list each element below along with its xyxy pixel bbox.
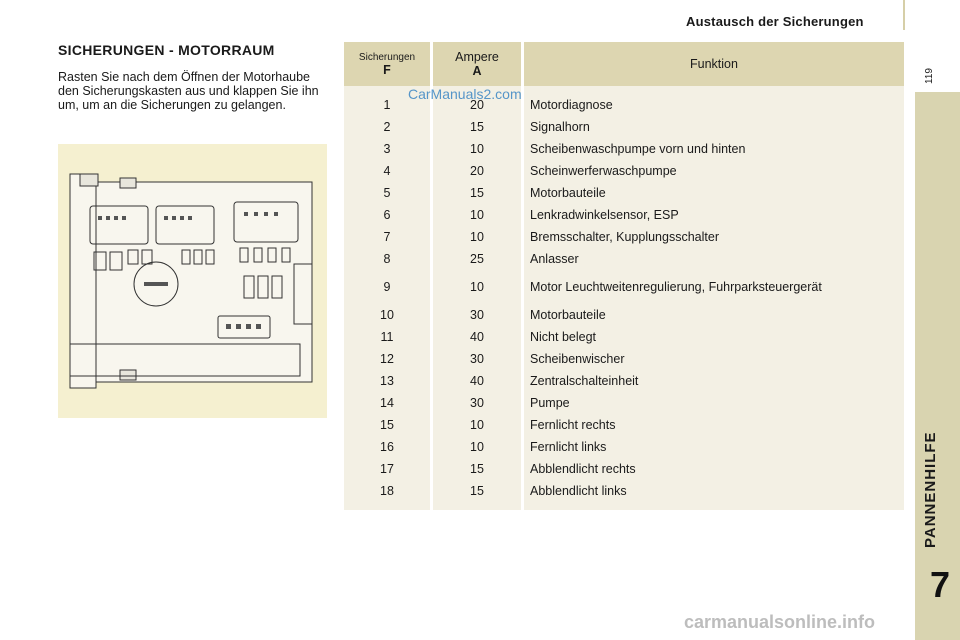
ampere-cell: 20 xyxy=(432,86,523,116)
table-row xyxy=(344,116,904,138)
header-fuse-symbol: F xyxy=(383,62,391,77)
table-row xyxy=(344,326,904,348)
table-row xyxy=(344,204,904,226)
header-divider xyxy=(903,0,905,30)
fuse-number-cell: 14 xyxy=(344,392,432,414)
fuse-number-cell: 11 xyxy=(344,326,432,348)
intro-paragraph: Rasten Sie nach dem Öffnen der Motorhaube den Sicherungskasten aus und klappen Sie ihn um, um an die Sicherungen zu gelangen. xyxy=(58,70,319,112)
ampere-cell: 20 xyxy=(432,160,523,182)
fuse-number-cell: 2 xyxy=(344,116,432,138)
table-row xyxy=(344,138,904,160)
ampere-cell: 25 xyxy=(432,248,523,270)
fuse-number-cell: 18 xyxy=(344,480,432,510)
function-cell: Scheinwerferwaschpumpe xyxy=(523,160,905,182)
function-cell: Scheibenwischer xyxy=(523,348,905,370)
fuse-number-cell: 15 xyxy=(344,414,432,436)
ampere-cell: 10 xyxy=(432,138,523,160)
ampere-cell: 15 xyxy=(432,182,523,204)
table-row xyxy=(344,392,904,414)
chapter-number: 7 xyxy=(929,564,951,605)
page-number: 119 xyxy=(924,68,935,84)
fuse-number-cell: 5 xyxy=(344,182,432,204)
function-cell: Nicht belegt xyxy=(523,326,905,348)
table-row xyxy=(344,370,904,392)
function-cell: Motorbauteile xyxy=(523,304,905,326)
function-cell: Abblendlicht rechts xyxy=(523,458,905,480)
table-row xyxy=(344,458,904,480)
fuse-number-cell: 10 xyxy=(344,304,432,326)
section-label: PANNENHILFE xyxy=(922,431,939,548)
fuse-number-cell: 16 xyxy=(344,436,432,458)
table-row xyxy=(344,480,904,510)
fuse-number-cell: 6 xyxy=(344,204,432,226)
table-row xyxy=(344,182,904,204)
function-cell: Zentralschalteinheit xyxy=(523,370,905,392)
table-row xyxy=(344,160,904,182)
fuse-number-cell: 17 xyxy=(344,458,432,480)
header-ampere xyxy=(432,42,523,86)
ampere-cell: 10 xyxy=(432,226,523,248)
function-cell: Fernlicht links xyxy=(523,436,905,458)
fuse-number-cell: 9 xyxy=(344,270,432,304)
fuse-number-cell: 13 xyxy=(344,370,432,392)
ampere-cell: 40 xyxy=(432,326,523,348)
function-cell: Abblendlicht links xyxy=(523,480,905,510)
function-cell: Motorbauteile xyxy=(523,182,905,204)
ampere-cell: 30 xyxy=(432,392,523,414)
ampere-cell: 10 xyxy=(432,270,523,304)
section-heading: SICHERUNGEN - MOTORRAUM xyxy=(58,42,275,58)
side-tab-bar xyxy=(915,92,960,640)
table-row xyxy=(344,304,904,326)
ampere-cell: 30 xyxy=(432,348,523,370)
fuse-number-cell: 1 xyxy=(344,86,432,116)
ampere-cell: 15 xyxy=(432,116,523,138)
table-row xyxy=(344,414,904,436)
table-row xyxy=(344,436,904,458)
function-cell: Bremsschalter, Kupplungsschalter xyxy=(523,226,905,248)
ampere-cell: 10 xyxy=(432,436,523,458)
function-cell: Anlasser xyxy=(523,248,905,270)
ampere-cell: 15 xyxy=(432,458,523,480)
fuse-table xyxy=(344,42,904,510)
table-row xyxy=(344,270,904,304)
header-function: Funktion xyxy=(523,42,905,86)
table-row xyxy=(344,348,904,370)
table-header-row xyxy=(344,42,904,86)
ampere-cell: 40 xyxy=(432,370,523,392)
function-cell: Motordiagnose xyxy=(523,86,905,116)
fuse-number-cell: 4 xyxy=(344,160,432,182)
function-cell: Scheibenwaschpumpe vorn und hinten xyxy=(523,138,905,160)
page-header-title: Austausch der Sicherungen xyxy=(686,14,864,29)
watermark-bottom: carmanualsonline.info xyxy=(684,612,876,632)
table-row xyxy=(344,226,904,248)
function-cell: Signalhorn xyxy=(523,116,905,138)
ampere-cell: 10 xyxy=(432,414,523,436)
function-cell: Motor Leuchtweitenregulierung, Fuhrparksteuergerät xyxy=(523,270,905,304)
fuse-number-cell: 8 xyxy=(344,248,432,270)
header-fuse xyxy=(344,42,432,86)
ampere-cell: 30 xyxy=(432,304,523,326)
ampere-cell: 15 xyxy=(432,480,523,510)
function-cell: Fernlicht rechts xyxy=(523,414,905,436)
watermark-top: CarManuals2.com xyxy=(408,86,522,102)
fuse-number-cell: 12 xyxy=(344,348,432,370)
table-row xyxy=(344,248,904,270)
function-cell: Pumpe xyxy=(523,392,905,414)
fuse-number-cell: 3 xyxy=(344,138,432,160)
fuse-number-cell: 7 xyxy=(344,226,432,248)
fuse-box-illustration xyxy=(58,144,327,418)
header-ampere-symbol: A xyxy=(472,64,482,78)
function-cell: Lenkradwinkelsensor, ESP xyxy=(523,204,905,226)
header-fuse-label: Sicherungen xyxy=(358,51,416,63)
fuse-box-diagram xyxy=(58,144,327,418)
ampere-cell: 10 xyxy=(432,204,523,226)
header-ampere-label: Ampere xyxy=(455,50,499,64)
